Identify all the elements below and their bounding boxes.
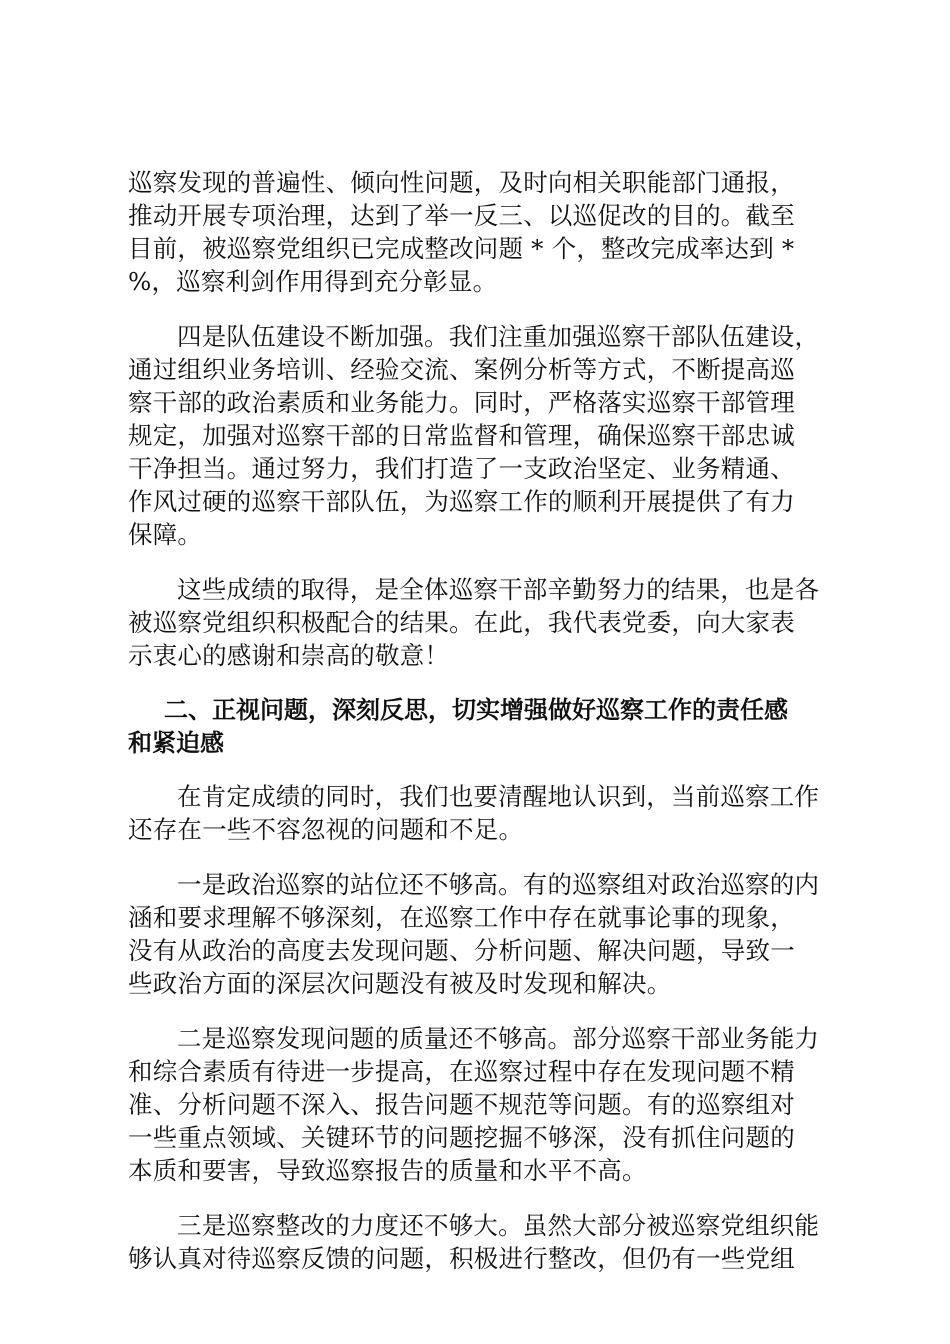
text-line: %，巡察利剑作用得到充分彰显。 xyxy=(128,267,498,296)
text-line: 涵和要求理解不够深刻，在巡察工作中存在就事论事的现象， xyxy=(128,903,795,932)
text-line: 准、分析问题不深入、报告问题不规范等问题。有的巡察组对 xyxy=(128,1090,795,1119)
heading-line: 和紧迫感 xyxy=(128,729,224,757)
text-line: 在肯定成绩的同时，我们也要清醒地认识到，当前巡察工作 xyxy=(177,782,820,811)
paragraph-rectification-results xyxy=(128,166,828,298)
document-page xyxy=(128,166,828,1275)
text-line: 本质和要害，导致巡察报告的质量和水平不高。 xyxy=(128,1156,647,1185)
text-line: 推动开展专项治理，达到了举一反三、以巡促改的目的。截至 xyxy=(128,201,795,230)
text-line: 这些成绩的取得，是全体巡察干部辛勤努力的结果，也是各 xyxy=(177,575,820,604)
paragraph-team-building xyxy=(128,320,828,551)
text-line: 够认真对待巡察反馈的问题，积极进行整改，但仍有一些党组 xyxy=(128,1244,795,1273)
text-line: 些政治方面的深层次问题没有被及时发现和解决。 xyxy=(128,969,672,998)
text-line: 和综合素质有待进一步提高，在巡察过程中存在发现问题不精 xyxy=(128,1057,795,1086)
text-line: 二是巡察发现问题的质量还不够高。部分巡察干部业务能力 xyxy=(177,1024,820,1053)
paragraph-thanks xyxy=(128,573,828,672)
paragraph-problems-intro xyxy=(128,780,828,846)
text-line: 被巡察党组织积极配合的结果。在此，我代表党委，向大家表 xyxy=(128,608,795,637)
text-line: 作风过硬的巡察干部队伍，为巡察工作的顺利开展提供了有力 xyxy=(128,487,795,516)
text-line: 一些重点领域、关键环节的问题挖掘不够深，没有抓住问题的 xyxy=(128,1123,795,1152)
text-line: 规定，加强对巡察干部的日常监督和管理，确保巡察干部忠诚 xyxy=(128,421,795,450)
text-line: 巡察发现的普遍性、倾向性问题，及时向相关职能部门通报， xyxy=(128,168,795,197)
paragraph-problem-quality xyxy=(128,1022,828,1187)
heading-line: 二、正视问题，深刻反思，切实增强做好巡察工作的责任感 xyxy=(164,696,788,724)
text-line: 干净担当。通过努力，我们打造了一支政治坚定、业务精通、 xyxy=(128,454,795,483)
text-line: 三是巡察整改的力度还不够大。虽然大部分被巡察党组织能 xyxy=(177,1211,820,1240)
paragraph-political-position xyxy=(128,868,828,1000)
text-line: 通过组织业务培训、经验交流、案例分析等方式，不断提高巡 xyxy=(128,355,795,384)
text-line: 目前，被巡察党组织已完成整改问题 * 个，整改完成率达到 * xyxy=(128,234,795,263)
section-heading xyxy=(128,694,828,760)
text-line: 示衷心的感谢和崇高的敬意！ xyxy=(128,641,450,670)
paragraph-rectification-strength xyxy=(128,1209,828,1275)
text-line: 保障。 xyxy=(128,520,203,549)
text-line: 四是队伍建设不断加强。我们注重加强巡察干部队伍建设， xyxy=(177,322,820,351)
text-line: 察干部的政治素质和业务能力。同时，严格落实巡察干部管理 xyxy=(128,388,795,417)
text-line: 一是政治巡察的站位还不够高。有的巡察组对政治巡察的内 xyxy=(177,870,820,899)
text-line: 没有从政治的高度去发现问题、分析问题、解决问题，导致一 xyxy=(128,936,795,965)
text-line: 还存在一些不容忽视的问题和不足。 xyxy=(128,815,524,844)
